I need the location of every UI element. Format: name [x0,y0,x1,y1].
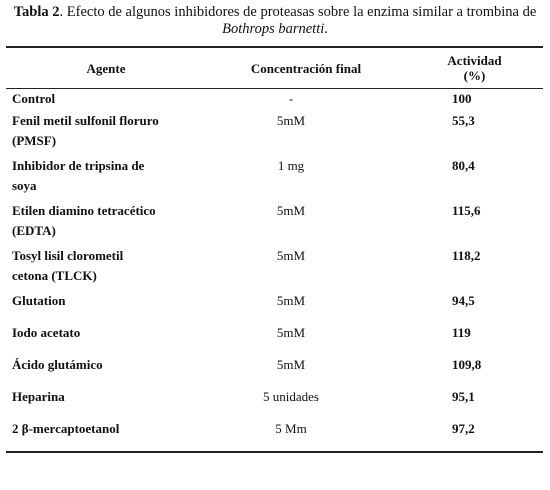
agent-line2: soya [12,178,37,193]
header-row [6,47,543,89]
header-activity [406,47,543,89]
table-row [6,323,543,355]
cell-concentration: 5 unidades [263,389,319,404]
table-row [6,89,543,112]
header-agent: Agente [6,47,206,89]
table-row [6,355,543,387]
table-row [6,111,543,156]
cell-agent [6,355,206,387]
cell-activity: 55,3 [452,113,475,128]
agent-line1: Ácido glutámico [12,357,103,372]
cell-agent [6,419,206,452]
agent-line2: (PMSF) [12,133,57,148]
agent-line1: Heparina [12,389,65,404]
caption-lead: Tabla 2 [13,4,60,20]
agent-line1: Inhibidor de tripsina de [12,158,145,173]
cell-concentration: - [288,91,294,106]
agent-line1: Fenil metil sulfonil floruro [12,113,159,128]
cell-activity: 94,5 [452,293,475,308]
header-activity-line1: Actividad [447,53,502,68]
cell-concentration: 5mM [276,293,306,308]
cell-activity: 97,2 [452,421,475,436]
cell-agent [6,323,206,355]
inhibitor-table [6,46,543,453]
cell-activity: 115,6 [452,203,481,218]
agent-line1: Tosyl lisil clorometil [12,248,124,263]
cell-concentration: 5mM [276,113,306,128]
table-row [6,201,543,246]
table-row [6,246,543,291]
table-row [6,291,543,323]
cell-activity: 118,2 [452,248,481,263]
caption-species: Bothrops barnetti [222,21,325,37]
agent-line1: Iodo acetato [12,325,81,340]
cell-activity: 109,8 [452,357,482,372]
agent-line1: Etilen diamino tetracético [12,203,156,218]
caption-text: . Efecto de algunos inhibidores de proteasas sobre la enzima similar a trombina de [59,4,537,20]
cell-agent [6,246,206,291]
cell-agent [6,89,206,112]
cell-activity: 80,4 [452,158,475,173]
cell-activity: 95,1 [452,389,475,404]
agent-line1: 2 β-mercaptoetanol [12,421,120,436]
cell-agent [6,291,206,323]
table-caption [0,4,550,38]
cell-concentration: 5 Mm [275,421,307,436]
agent-line1: Control [12,91,56,106]
table-header [6,47,543,89]
agent-line2: cetona (TLCK) [12,268,97,283]
cell-concentration: 5mM [276,203,306,218]
cell-agent [6,156,206,201]
cell-agent [6,201,206,246]
header-concentration: Concentración final [206,47,406,89]
cell-concentration: 5mM [276,357,306,372]
cell-concentration: 1 mg [277,158,305,173]
header-activity-wrap [447,53,501,83]
table-body [6,89,543,453]
table-row [6,156,543,201]
cell-activity: 119 [452,325,471,340]
caption-end: . [324,21,328,37]
header-activity-line2: (%) [463,68,486,83]
agent-line1: Glutation [12,293,66,308]
cell-activity: 100 [452,91,472,106]
cell-concentration: 5mM [276,248,306,263]
table-row [6,387,543,419]
table-row [6,419,543,452]
cell-concentration: 5mM [276,325,306,340]
agent-line2: (EDTA) [12,223,56,238]
cell-agent [6,387,206,419]
cell-agent [6,111,206,156]
